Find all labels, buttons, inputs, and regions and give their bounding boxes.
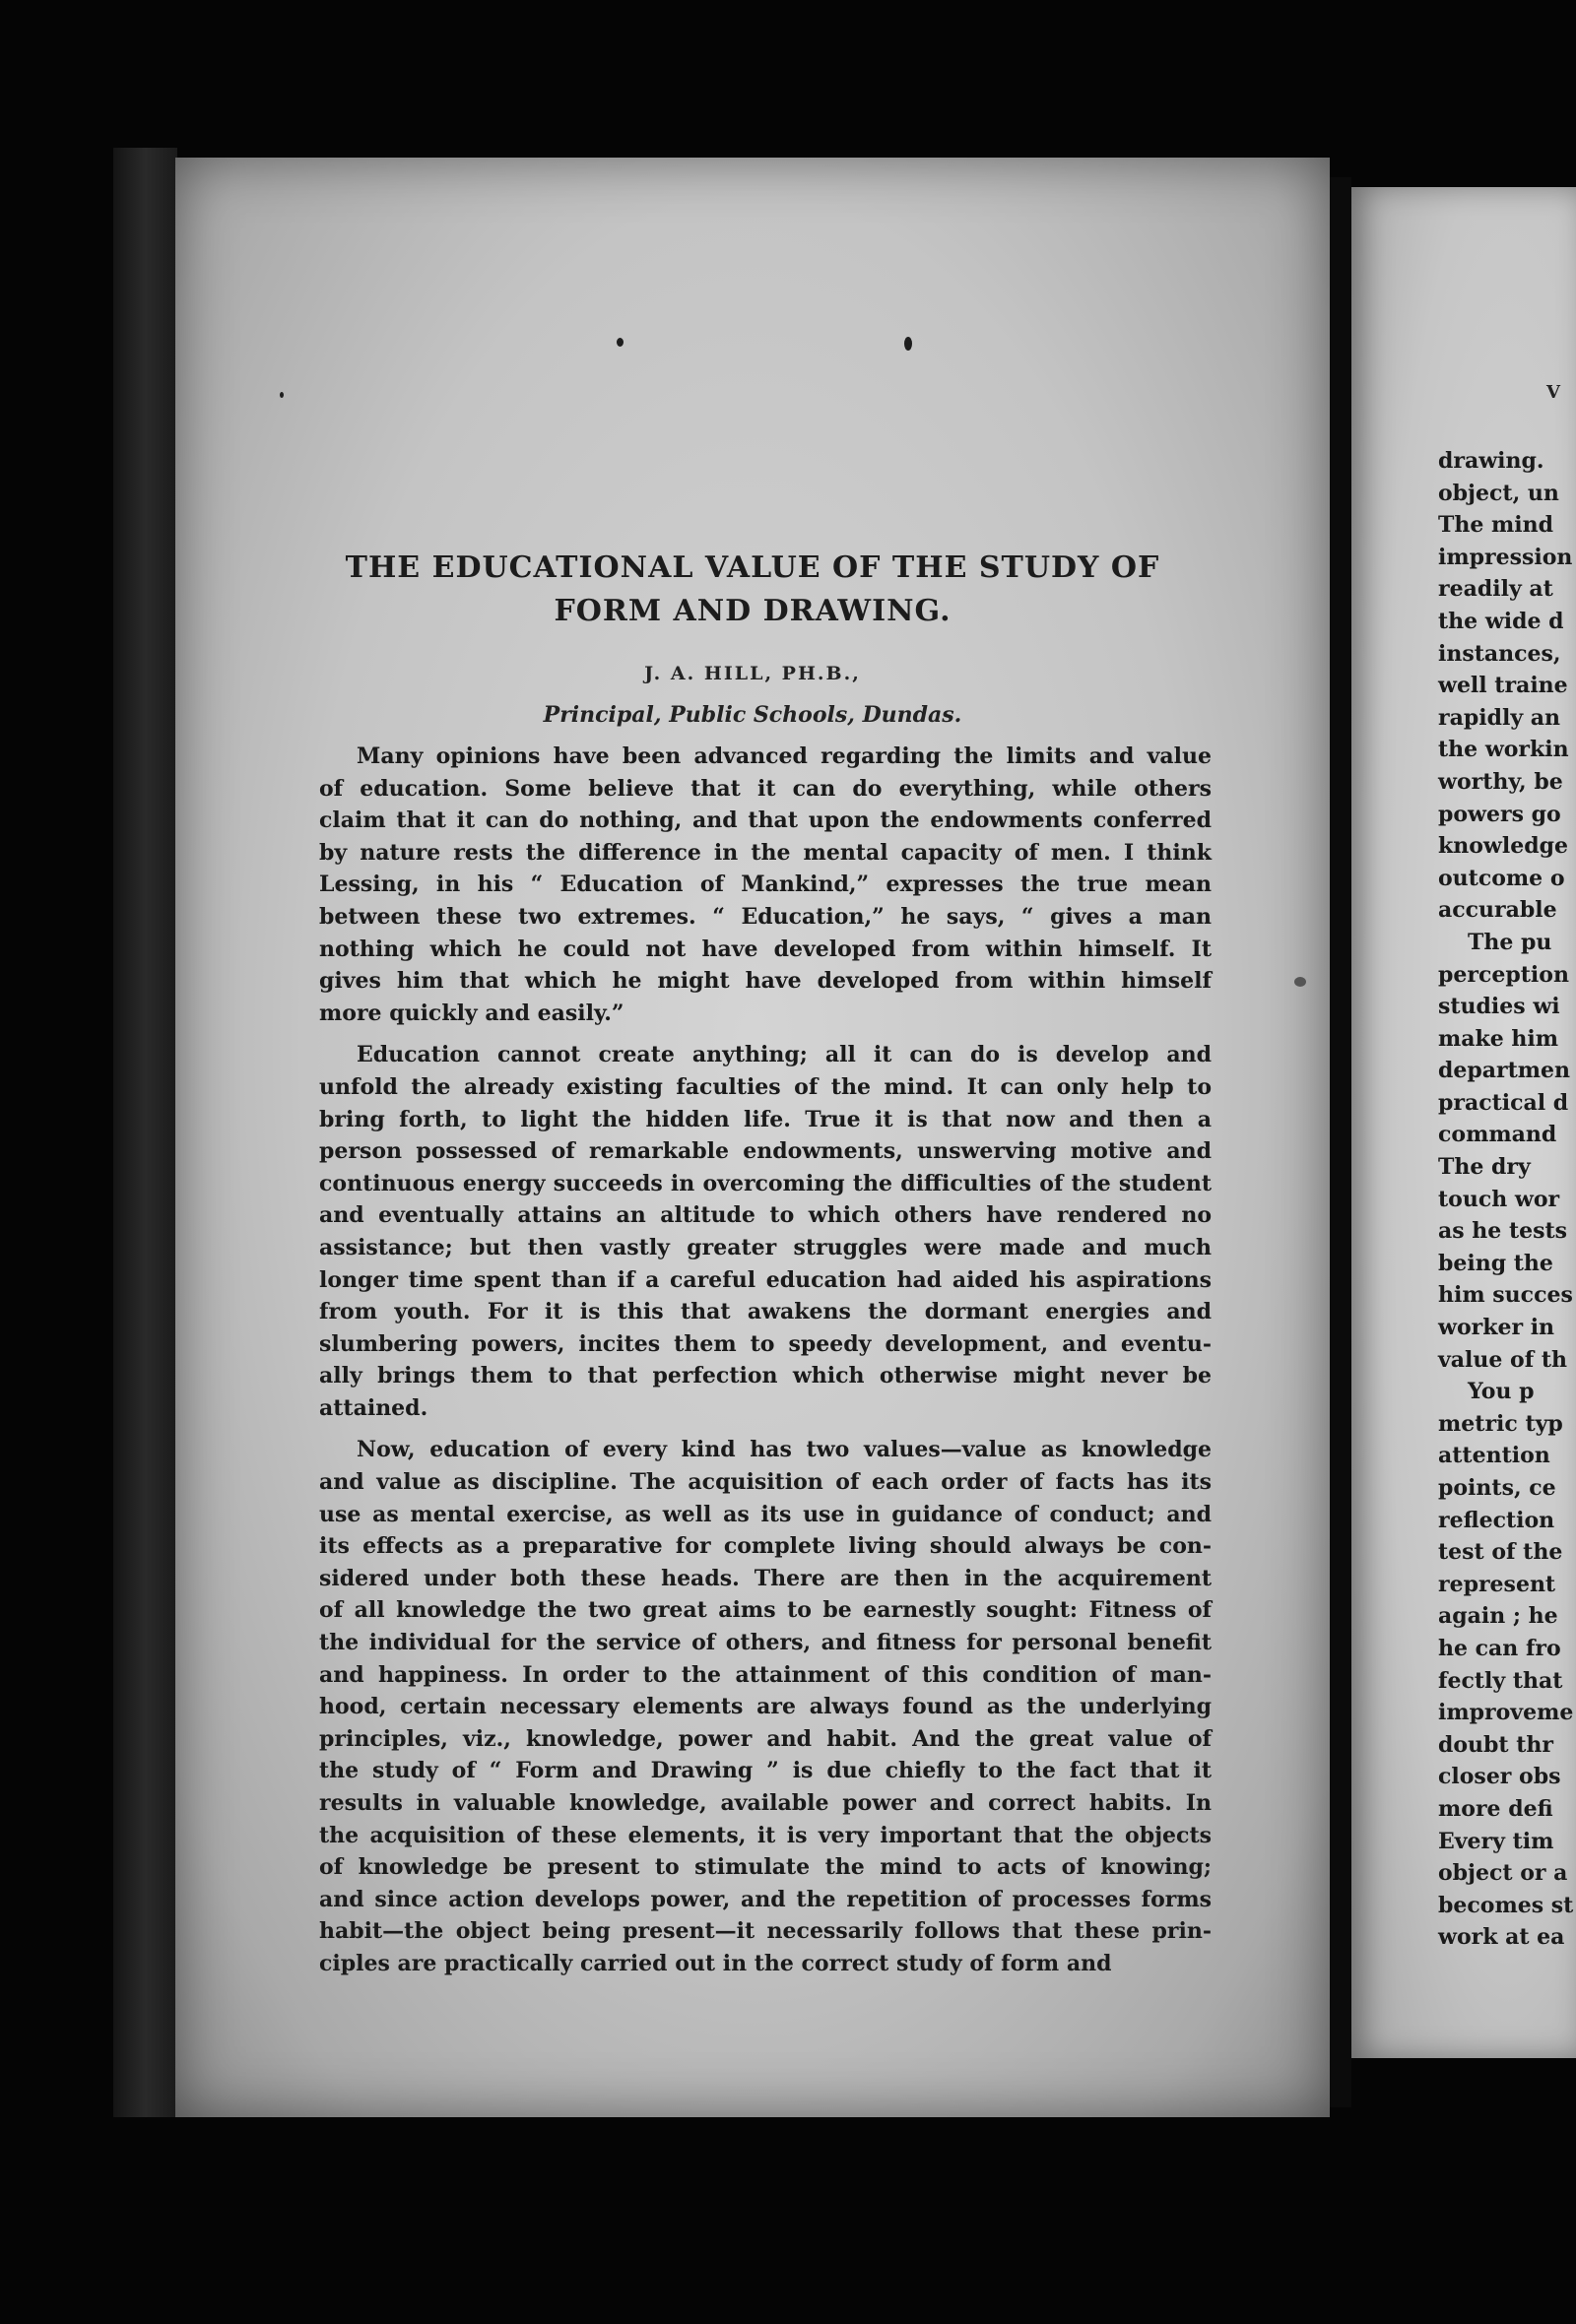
text-line: bring forth, to light the hidden life. True it is that now and then a bbox=[319, 1106, 1212, 1132]
facing-text-line: impression bbox=[1438, 544, 1573, 570]
facing-text-line: value of th bbox=[1438, 1346, 1568, 1373]
ink-speck bbox=[904, 337, 912, 351]
left-page bbox=[175, 158, 1330, 2117]
facing-text-line: command bbox=[1438, 1122, 1557, 1148]
text-line: results in valuable knowledge, available power and correct habits. In bbox=[319, 1790, 1212, 1816]
facing-text-line: make him bbox=[1438, 1025, 1559, 1052]
text-line: of knowledge be present to stimulate the mind to acts of knowing; bbox=[319, 1854, 1212, 1881]
text-line: ally brings them to that perfection which otherwise might never be bbox=[319, 1363, 1212, 1389]
author-line: J. A. HILL, PH.B., bbox=[644, 663, 861, 684]
facing-text-line: practical d bbox=[1438, 1089, 1569, 1116]
paragraph bbox=[319, 741, 1212, 1029]
facing-text-line: he can fro bbox=[1438, 1635, 1561, 1661]
facing-text-line: attention bbox=[1438, 1443, 1550, 1469]
text-line: continuous energy succeeds in overcoming the difficulties of the student bbox=[319, 1170, 1212, 1196]
facing-text-line: departmen bbox=[1438, 1058, 1571, 1084]
text-line: and eventually attains an altitude to which others have rendered no bbox=[319, 1202, 1212, 1229]
text-line: gives him that which he might have developed from within himself bbox=[319, 968, 1212, 995]
facing-text-line: closer obs bbox=[1438, 1764, 1561, 1790]
ink-speck bbox=[1294, 977, 1306, 987]
text-line: attained. bbox=[319, 1394, 428, 1421]
facing-text-line: knowledge bbox=[1438, 833, 1568, 860]
facing-text-line: readily at bbox=[1438, 576, 1553, 603]
facing-text-line: test of the bbox=[1438, 1539, 1563, 1566]
text-line: and happiness. In order to the attainment of this condition of man- bbox=[319, 1661, 1212, 1688]
text-line: of all knowledge the two great aims to be earnestly sought: Fitness of bbox=[319, 1597, 1212, 1624]
author-affiliation: Principal, Public Schools, Dundas. bbox=[543, 702, 962, 728]
text-line: the study of “ Form and Drawing ” is due chiefly to the fact that it bbox=[319, 1758, 1212, 1784]
text-line: from youth. For it is this that awakens the dormant energies and bbox=[319, 1299, 1212, 1325]
facing-page-header: V bbox=[1546, 382, 1562, 403]
facing-text-line: him succes bbox=[1438, 1282, 1573, 1309]
text-line: its effects as a preparative for complete living should always be con- bbox=[319, 1533, 1212, 1560]
facing-text-line: rapidly an bbox=[1438, 704, 1561, 731]
facing-text-line: drawing. bbox=[1438, 448, 1544, 474]
facing-text-line: accurable bbox=[1438, 897, 1557, 924]
facing-text-line: studies wi bbox=[1438, 994, 1560, 1020]
facing-text-line: the wide d bbox=[1438, 608, 1564, 634]
facing-text-line: powers go bbox=[1438, 801, 1561, 827]
facing-text-line: more defi bbox=[1438, 1795, 1553, 1822]
facing-text-line: You p bbox=[1468, 1379, 1535, 1405]
facing-text-line: doubt thr bbox=[1438, 1731, 1554, 1758]
text-line: sidered under both these heads. There are then in the acquirement bbox=[319, 1565, 1212, 1591]
facing-text-line: outcome o bbox=[1438, 865, 1565, 891]
facing-text-line: metric typ bbox=[1438, 1410, 1563, 1437]
facing-page bbox=[1351, 187, 1576, 2058]
facing-text-line: object or a bbox=[1438, 1860, 1568, 1887]
text-line: Many opinions have been advanced regarding the limits and value bbox=[357, 743, 1212, 769]
facing-text-line: reflection bbox=[1438, 1507, 1555, 1533]
text-line: longer time spent than if a careful education had aided his aspirations bbox=[319, 1266, 1212, 1293]
facing-page-text bbox=[1438, 445, 1576, 1954]
text-line: principles, viz., knowledge, power and habit. And the great value of bbox=[319, 1725, 1212, 1752]
facing-text-line: being the bbox=[1438, 1250, 1553, 1276]
facing-text-line: fectly that bbox=[1438, 1667, 1563, 1694]
title-line: THE EDUCATIONAL VALUE OF THE STUDY OF bbox=[345, 550, 1160, 585]
text-line: unfold the already existing faculties of the mind. It can only help to bbox=[319, 1073, 1212, 1100]
text-line: use as mental exercise, as well as its use in guidance of conduct; and bbox=[319, 1501, 1212, 1527]
paragraph bbox=[319, 1039, 1212, 1424]
text-line: the individual for the service of others, and fitness for personal benefit bbox=[319, 1630, 1212, 1656]
facing-text-line: improveme bbox=[1438, 1700, 1574, 1726]
facing-text-line: The pu bbox=[1468, 929, 1552, 955]
facing-text-line: The dry bbox=[1438, 1154, 1531, 1181]
facing-text-line: as he tests bbox=[1438, 1218, 1568, 1245]
text-line: claim that it can do nothing, and that upon the endowments conferred bbox=[319, 807, 1212, 834]
article-body bbox=[319, 741, 1212, 1980]
facing-text-line: the workin bbox=[1438, 737, 1569, 763]
facing-text-line: again ; he bbox=[1438, 1603, 1558, 1630]
text-line: assistance; but then vastly greater struggles were made and much bbox=[319, 1234, 1212, 1260]
text-line: Now, education of every kind has two values—value as knowledge bbox=[357, 1437, 1212, 1463]
ink-speck bbox=[280, 392, 284, 398]
ink-speck bbox=[617, 338, 624, 347]
facing-text-line: object, un bbox=[1438, 480, 1559, 506]
facing-text-line: work at ea bbox=[1438, 1924, 1565, 1951]
page-gutter bbox=[1330, 177, 1351, 2107]
article-title bbox=[175, 547, 1330, 633]
facing-text-line: perception bbox=[1438, 961, 1569, 988]
text-line: more quickly and easily.” bbox=[319, 1000, 624, 1026]
text-line: by nature rests the difference in the mental capacity of men. I think bbox=[319, 839, 1212, 866]
text-line: habit—the object being present—it necessarily follows that these prin- bbox=[319, 1918, 1212, 1945]
text-line: and since action develops power, and the repetition of processes forms bbox=[319, 1886, 1212, 1912]
facing-text-line: instances, bbox=[1438, 640, 1561, 667]
paragraph bbox=[319, 1434, 1212, 1979]
text-line: between these two extremes. “ Education,” he says, “ gives a man bbox=[319, 903, 1212, 930]
facing-text-line: worker in bbox=[1438, 1315, 1555, 1341]
facing-text-line: touch wor bbox=[1438, 1186, 1560, 1212]
text-line: and value as discipline. The acquisition of each order of facts has its bbox=[319, 1469, 1212, 1496]
title-line: FORM AND DRAWING. bbox=[554, 594, 952, 628]
facing-text-line: represent bbox=[1438, 1571, 1556, 1597]
text-line: ciples are practically carried out in the correct study of form and bbox=[319, 1950, 1112, 1976]
facing-text-line: points, ce bbox=[1438, 1475, 1556, 1501]
text-line: the acquisition of these elements, it is very important that the objects bbox=[319, 1822, 1212, 1848]
text-line: Lessing, in his “ Education of Mankind,” expresses the true mean bbox=[319, 872, 1212, 898]
book-spine bbox=[113, 148, 177, 2117]
text-line: Education cannot create anything; all it can do is develop and bbox=[357, 1042, 1212, 1068]
facing-text-line: worthy, be bbox=[1438, 768, 1563, 795]
facing-text-line: well traine bbox=[1438, 673, 1568, 699]
facing-text-line: The mind bbox=[1438, 512, 1554, 539]
facing-text-line: becomes st bbox=[1438, 1892, 1574, 1918]
facing-text-line: Every tim bbox=[1438, 1828, 1554, 1854]
text-line: slumbering powers, incites them to speedy development, and eventu- bbox=[319, 1330, 1212, 1357]
text-line: of education. Some believe that it can do everything, while others bbox=[319, 775, 1212, 802]
text-line: nothing which he could not have developed from within himself. It bbox=[319, 936, 1212, 962]
text-line: hood, certain necessary elements are always found as the underlying bbox=[319, 1694, 1212, 1720]
text-line: person possessed of remarkable endowments, unswerving motive and bbox=[319, 1138, 1212, 1165]
